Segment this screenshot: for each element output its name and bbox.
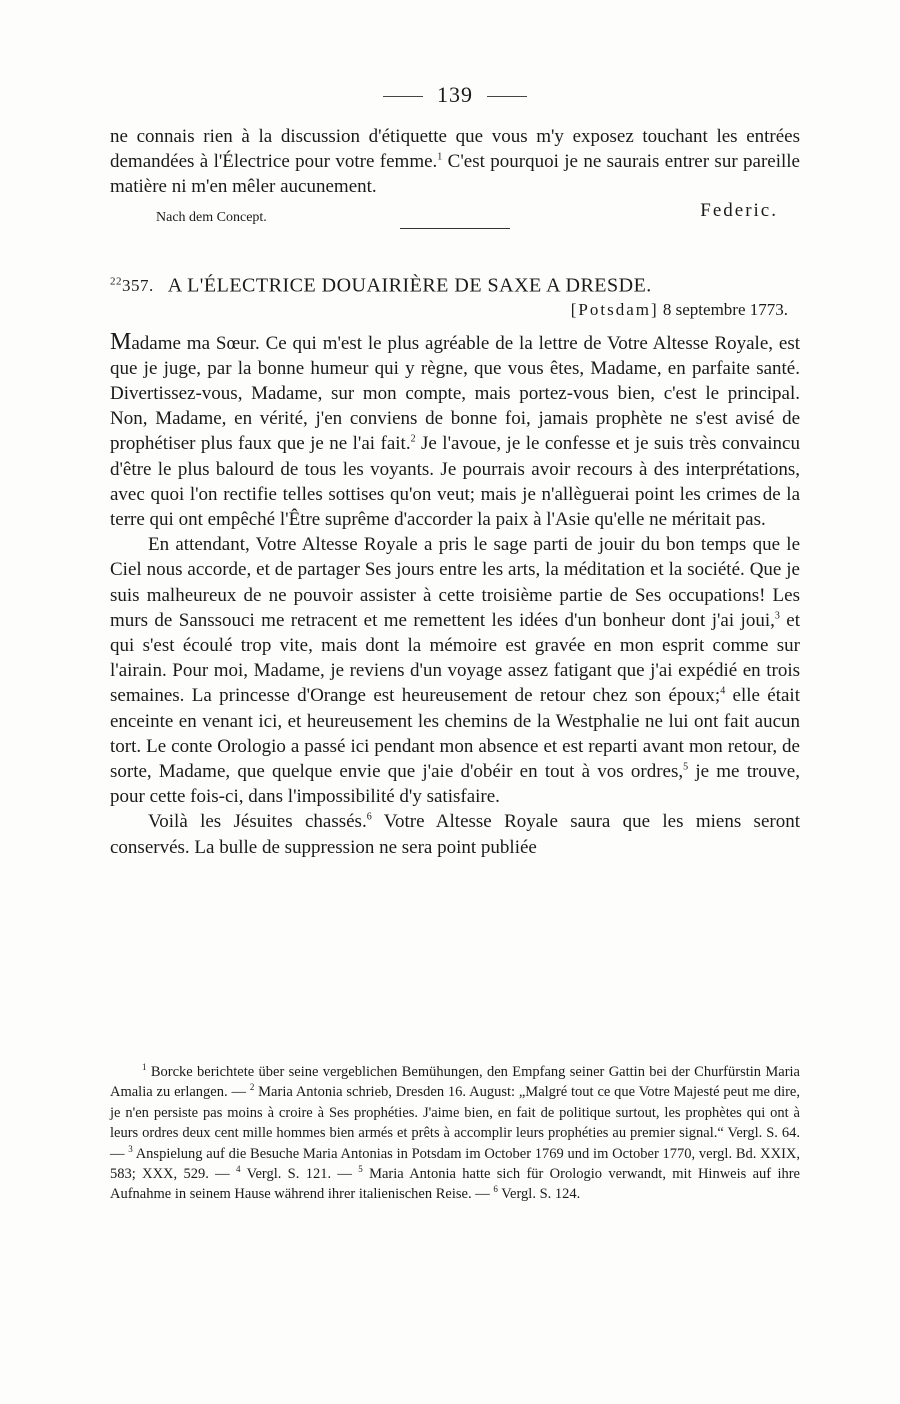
footnote-text-5: Maria Antonia hatte sich für Orologio verwandt, mit Hinweis auf ihre Aufnahme in seinem Hause während ihrer italienischen Reise. — <box>110 1166 800 1203</box>
footnote-ref-2: 2 <box>410 434 416 446</box>
letter-paragraph-1 <box>110 330 800 533</box>
footnote-number-3: 3 <box>128 1143 133 1154</box>
letter-number-prefix: 22 <box>110 275 122 288</box>
footnote-block <box>110 1062 800 1205</box>
footnote-ref-6: 6 <box>366 812 372 824</box>
letter-paragraph-3 <box>110 809 800 859</box>
footnote-number-6: 6 <box>493 1184 498 1195</box>
paragraph-2-text-b: et qui s'est écoulé trop vite, mais dont la mémoire est gravée en mon esprit comme sur l'airain. Pour moi, Madame, je reviens d'un voyage assez fatigant que j'ai expédié en trois semaines. La princesse d'Orange est heureusement de retour chez son époux; <box>110 609 800 707</box>
footnote-ref-4: 4 <box>720 686 726 698</box>
previous-letter-text-b: C'est pourquoi je ne saurais entrer sur pareille matière ni m'en mêler aucunement. <box>110 151 800 198</box>
footnote-text-4: Vergl. S. 121. — <box>240 1166 359 1183</box>
footnote-text-1: Borcke berichtete über seine vergeblichen Bemühungen, den Empfang seiner Gattin bei der Churfürstin Maria Amalia zu erlangen. — <box>110 1064 800 1101</box>
page-number <box>110 80 800 110</box>
footnote-ref-1: 1 <box>437 151 443 163</box>
signature-row <box>110 200 800 242</box>
footnotes <box>110 1062 800 1205</box>
paragraph-2-text-a: En attendant, Votre Altesse Royale a pris le sage parti de jouir du bon temps que le Ciel nous accorde, et de partager Ses jours entre les arts, la méditation et la société. Que je suis malheureux de ne pouvoir assister à cette troisième partie de Ses occupations! Les murs de Sanssouci me retracent et me remettent les idées d'un bonheur dont j'ai joui, <box>110 534 800 631</box>
dateline-place: [Potsdam] <box>570 299 659 319</box>
section-divider <box>400 228 510 229</box>
footnote-text-2: Maria Antonia schrieb, Dresden 16. August: „Malgré tout ce que Votre Majesté peut me dire, je n'en persiste pas moins à croire à Ses prophéties. J'aime bien, en fait de politique surtout, les prophètes qui ont à leurs ordres deux cent mille hommes bien armés et prêts à accomplir leurs prophéties au premier signal.“ Vergl. S. 64. — <box>110 1084 800 1162</box>
paragraph-3-text-b: Votre Altesse Royale saura que les miens seront conservés. La bulle de suppression ne sera point publiée <box>110 811 800 858</box>
footnote-number-2: 2 <box>249 1082 255 1093</box>
footnote-number-5: 5 <box>358 1164 363 1175</box>
page-number-dash-right <box>487 96 527 97</box>
letter-heading <box>110 268 800 296</box>
dateline-date: 8 septembre 1773. <box>662 299 788 319</box>
footnote-text-3: Anspielung auf die Besuche Maria Antonias in Potsdam im October 1769 und im October 1770, vergl. Bd. XXIX, 583; XXX, 529. — <box>110 1145 800 1183</box>
source-note: Nach dem Concept. <box>156 209 267 225</box>
paragraph-2-text-c: elle était enceinte en venant ici, et heureusement les chemins de la Westphalie ne lui ont fait aucun tort. Le conte Orologio a passé ici pendant mon absence et est reparti avant mon retour, de sorte, Madame, que quelque envie que j'aie d'obéir en tout à vos ordres, <box>110 685 800 783</box>
footnote-number-1: 1 <box>142 1062 147 1073</box>
footnote-number-4: 4 <box>236 1164 241 1175</box>
footnote-ref-5: 5 <box>683 761 689 773</box>
footnote-ref-3: 3 <box>774 610 780 622</box>
letter-paragraph-2 <box>110 532 800 809</box>
letter-title: A L'ÉLECTRICE DOUAIRIÈRE DE SAXE A DRESDE. <box>167 274 652 297</box>
dateline <box>110 300 788 324</box>
letter-number <box>110 276 154 295</box>
paragraph-1-text-b: Je l'avoue, je le confesse et je suis très convaincu d'être le plus balourd de tous les voyants. Je pourrais avoir recours à des interprétations, avec quoi l'on rectifie telles sottises qu'on veut; mais je n'allèguerai point les crimes de la terre qui ont empêché l'Être suprême d'accorder la paix à l'Asie qu'elle ne méritait pas. <box>110 433 800 531</box>
paragraph-3-text-a: Voilà les Jésuites chassés. <box>148 811 367 833</box>
letter-number-value: 357. <box>122 276 154 296</box>
page-number-text: 139 <box>437 82 473 107</box>
page <box>110 80 800 860</box>
previous-letter-text-a: ne connais rien à la discussion d'étiquette que vous m'y exposez touchant les entrées demandées à l'Électrice pour votre femme. <box>110 126 800 173</box>
drop-initial: M <box>110 328 132 355</box>
signature: Federic. <box>700 199 778 221</box>
footnote-text-6: Vergl. S. 124. <box>497 1186 581 1203</box>
paragraph-1-text-a: adame ma Sœur. Ce qui m'est le plus agréable de la lettre de Votre Altesse Royale, est que je juge, par la bonne humeur qui y règne, que vous êtes, Madame, en parfaite santé. Divertissez-vous, Madame, sur mon compte, mais portez-vous bien, c'est le principal. Non, Madame, en vérité, j'en conviens de bonne foi, jamais prophète ne s'est avisé de prophétiser plus faux que je ne l'ai fait. <box>110 332 800 455</box>
page-number-dash-left <box>383 96 423 97</box>
paragraph-2-text-d: je me trouve, pour cette fois-ci, dans l'impossibilité d'y satisfaire. <box>110 761 800 808</box>
previous-letter-text <box>110 124 800 200</box>
